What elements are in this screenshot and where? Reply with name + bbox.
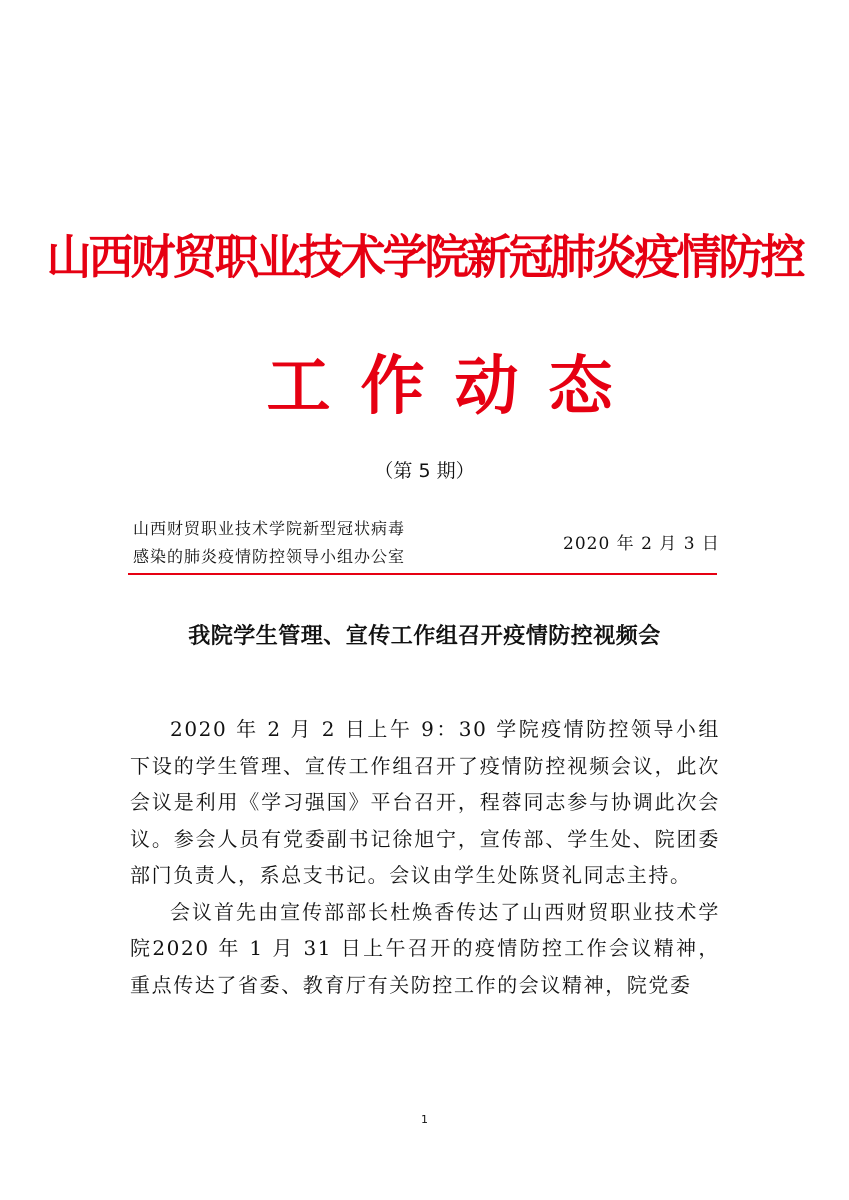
page-number: 1 bbox=[421, 1113, 428, 1126]
issuer-block bbox=[133, 515, 473, 571]
header-divider bbox=[128, 573, 717, 575]
article-paragraph: 会议首先由宣传部部长杜焕香传达了山西财贸职业技术学院2020 年 1 月 31 日上午召开的疫情防控工作会议精神，重点传达了省委、教育厅有关防控工作的会议精神，院党委 bbox=[130, 899, 720, 997]
article-headline: 我院学生管理、宣传工作组召开疫情防控视频会 bbox=[188, 623, 661, 649]
issuer-line-2: 感染的肺炎疫情防控领导小组办公室 bbox=[133, 547, 406, 566]
masthead-title: 山西财贸职业技术学院新冠肺炎疫情防控 bbox=[46, 229, 803, 286]
article-body bbox=[130, 711, 720, 1003]
article-paragraph: 2020 年 2 月 2 日上午 9：30 学院疫情防控领导小组下设的学生管理、宣传工作组召开了疫情防控视频会议，此次会议是利用《学习强国》平台召开，程蓉同志参与协调此次会议。参会人员有党委副书记徐旭宁，宣传部、学生处、院团委部门负责人，系总支书记。会议由学生处陈贤礼同志主持。 bbox=[130, 717, 720, 887]
issue-number: （第 5 期） bbox=[374, 460, 475, 482]
masthead-subtitle: 工作动态 bbox=[266, 349, 643, 424]
issue-date: 2020 年 2 月 3 日 bbox=[563, 534, 720, 554]
issuer-line-1: 山西财贸职业技术学院新型冠状病毒 bbox=[133, 519, 406, 538]
